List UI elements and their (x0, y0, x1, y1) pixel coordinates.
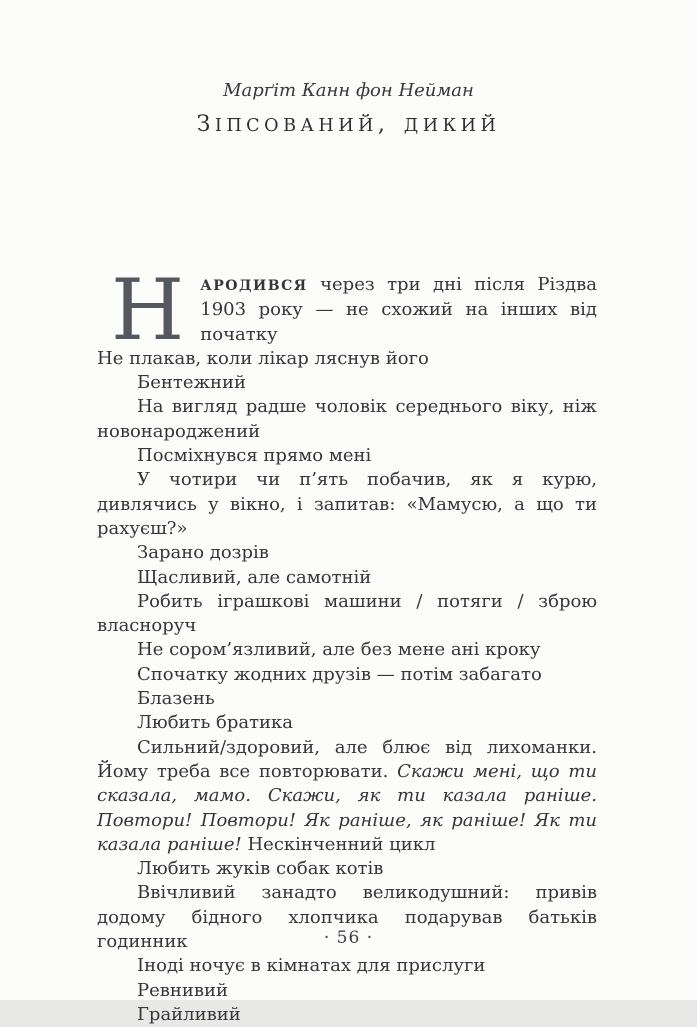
poem-line (97, 371, 597, 395)
poem-line (97, 468, 597, 541)
smallcap-char: І (214, 116, 227, 136)
smallcap-char: О (264, 116, 284, 136)
smallcap-char: Й (358, 116, 378, 136)
smallcap-char: В (283, 116, 301, 136)
page-number: · 56 · (323, 928, 374, 948)
smallcap-char: И (338, 116, 359, 136)
smallcap-char: Д (403, 116, 423, 136)
poem-line (97, 638, 597, 662)
text-segment: Грайливий (137, 1003, 241, 1025)
smallcap-char: Р (213, 278, 226, 294)
poem-line (97, 711, 597, 735)
poem-line (97, 541, 597, 565)
poem-line (97, 590, 597, 639)
text-segment: Нескінченний цикл (241, 833, 436, 855)
text-segment: Спочатку жодних друзів — потім забагато (137, 663, 542, 685)
smallcap-char: А (300, 116, 319, 136)
smallcap-char: Д (239, 278, 253, 294)
poem-body (97, 261, 597, 1027)
poem-line (97, 979, 597, 1003)
text-segment: Любить жуків собак котів (137, 858, 384, 880)
text-segment: Скажи мені, що ти сказала, мамо. Скажи, як ти казала раніше. Повтори! Повтори! Як раніше, як раніше! Як ти казала раніше! (97, 760, 597, 855)
text-segment: У чотири чи п’ять побачив, як я курю, дивлячись у вікно, і запитав: «Мамусю, а що ти рахуєш?» (97, 469, 597, 539)
smallcap-char: О (225, 278, 239, 294)
smallcap-char: П (226, 116, 247, 136)
text-segment: Щасливий, але самотній (137, 566, 372, 588)
smallcap-char: И (252, 278, 268, 294)
text-segment: Любить братика (137, 712, 294, 734)
smallcap-char: Й (480, 116, 501, 136)
smallcap-char: И (460, 116, 481, 136)
poem-line (97, 444, 597, 468)
smallcap-char: С (281, 278, 294, 294)
text-segment: Блазень (137, 688, 215, 710)
text-segment: через три дні після Різдва 1903 року — не схожий на інших від початку (200, 274, 597, 345)
drop-cap: Н (111, 261, 185, 359)
smallcap-char: А (200, 278, 214, 294)
poem-line (97, 347, 597, 371)
poem-line (97, 566, 597, 590)
poem-title: ЗІПСОВАНИЙ, ДИКИЙ (196, 112, 501, 137)
text-segment: Бентежний (137, 372, 247, 394)
smallcap-char: Н (318, 116, 339, 136)
text-segment: Ревнивий (137, 979, 229, 1001)
text-segment: Ввічливий занадто великодушний: привів додому бідного хлопчика подарував батьків годинник (97, 882, 597, 953)
text-segment: Посміхнувся прямо мені (137, 445, 372, 467)
text-segment: Не сором’язливий, але без мене ані кроку (137, 639, 541, 661)
author-line: Марґіт Канн фон Нейман (223, 80, 474, 101)
poem-line (97, 1003, 597, 1027)
poem-line (97, 663, 597, 687)
poem-line (97, 687, 597, 711)
smallcap-char: И (422, 116, 443, 136)
poem-line (97, 736, 597, 857)
text-segment (200, 274, 307, 295)
text-segment: Зарано дозрів (137, 542, 269, 564)
text-segment: На вигляд радше чоловік середнього віку, ніж новонароджений (97, 396, 597, 442)
text-segment: Сильний/здоровий, але блює від лихоманки. Йому треба все повторювати. (97, 736, 597, 782)
text-segment: Іноді ночує в кімнатах для прислуги (137, 955, 486, 977)
poem-line (97, 954, 597, 978)
smallcap-char: В (267, 278, 282, 294)
smallcap-char: К (442, 116, 461, 136)
poem-line (97, 395, 597, 444)
smallcap-char: Я (293, 278, 308, 294)
text-segment: Робить іграшкові машини / потяги / зброю власноруч (97, 590, 597, 637)
smallcap-char: С (246, 116, 265, 136)
poem-line (97, 857, 597, 881)
text-segment: Не плакав, коли лікар ляснув його (97, 347, 429, 369)
